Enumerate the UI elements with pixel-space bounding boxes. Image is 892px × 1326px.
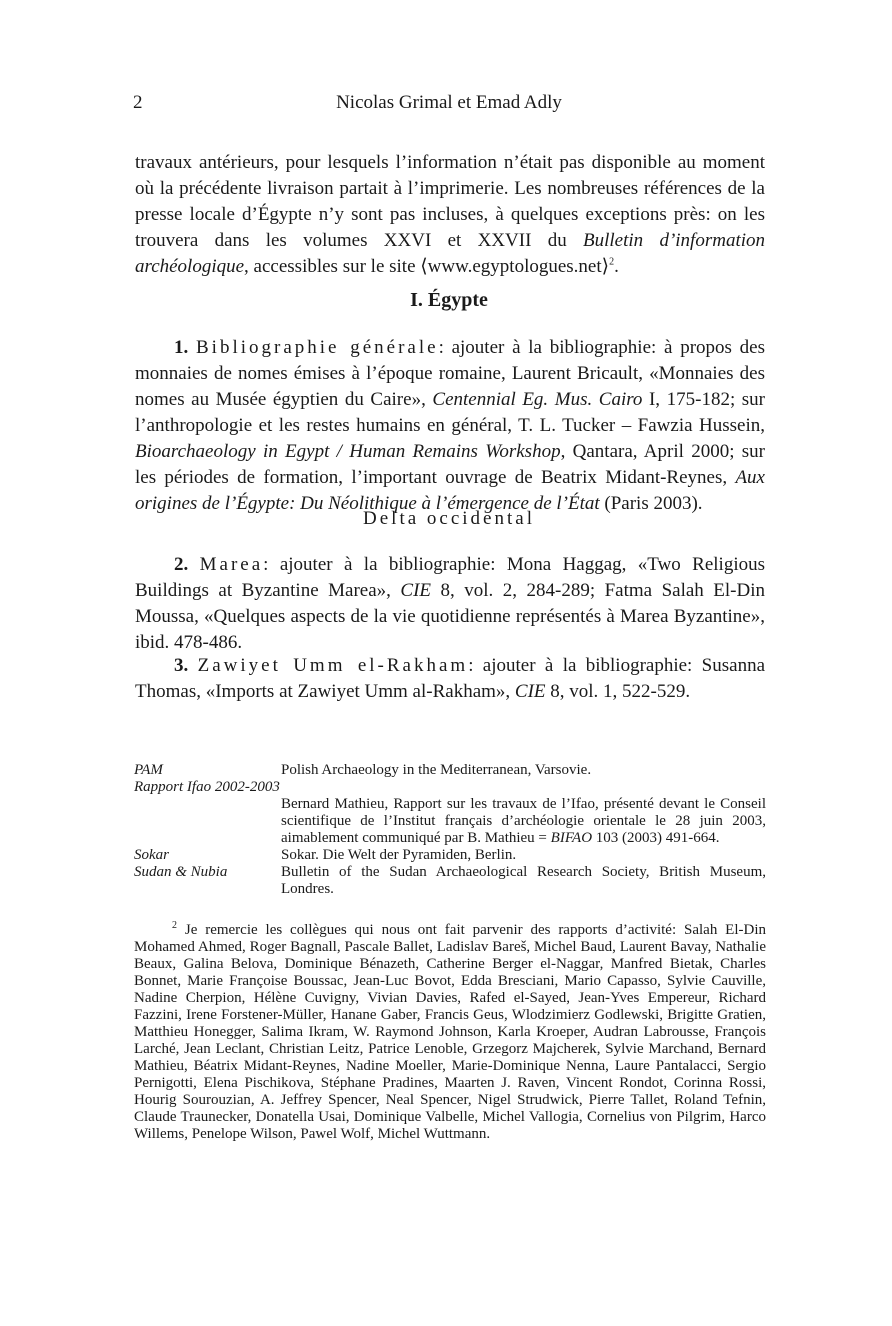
footnote-reference: 2 — [609, 256, 615, 268]
citation-italic: CIE — [400, 580, 431, 601]
intro-text-end: . — [614, 256, 619, 277]
abbreviation-term: PAM — [134, 762, 163, 778]
citation-italic: Bioarchaeology in Egypt / Human Remains Workshop — [135, 441, 561, 462]
abbreviation-definition: Bulletin of the Sudan Archaeological Research Society, British Museum, Londres. — [281, 864, 766, 897]
abbreviation-term: Rapport Ifao 2002-2003 — [134, 779, 280, 795]
abbreviation-term: Sudan & Nubia — [134, 864, 228, 880]
abbreviation-journal: BIFAO — [550, 830, 593, 846]
abbreviation-definition: Sokar. Die Welt der Pyramiden, Berlin. — [281, 847, 517, 863]
intro-paragraph — [135, 150, 765, 280]
paragraph-text: (Paris 2003). — [599, 493, 703, 514]
footnote-marker: 2 — [172, 920, 177, 931]
paragraph-text: , Qantara, April 2000; sur les périodes de formation, l’important ouvrage de Beatrix Midant-Reynes, — [135, 441, 765, 488]
abbreviation-definition — [281, 796, 766, 847]
paragraph-1 — [135, 335, 765, 517]
paragraph-2 — [135, 552, 765, 656]
abbreviation-definition: Polish Archaeology in the Mediterranean, Varsovie. — [281, 762, 592, 778]
abbreviation-term: Sokar — [134, 847, 169, 863]
paragraph-text: : ajouter à la bibliographie: Susanna Thomas, «Imports at Zawiyet Umm al-Rakham», — [135, 655, 766, 702]
abbreviation-definition-text: Bernard Mathieu, Rapport sur les travaux de l’Ifao, présenté devant le Conseil scientifique de l’Institut français d’archéologie orientale le 28 juin 2003, aimablement communiqué par B. Mathieu = — [281, 796, 766, 846]
abbreviation-entry — [134, 847, 766, 864]
page-number: 2 — [133, 92, 143, 113]
abbreviations-list — [134, 762, 766, 898]
citation-italic: CIE — [514, 681, 546, 702]
abbreviation-definition-text: 103 (2003) 491-664. — [592, 830, 720, 846]
paragraph-text: : ajouter à la bibliographie: Mona Haggag, «Two Religious Buildings at Byzantine Marea», — [135, 554, 766, 601]
paragraph-text: 8, vol. 1, 522-529. — [545, 681, 691, 702]
paragraph-title: Zawiyet Umm el-Rakham — [197, 655, 469, 676]
citation-italic: Aux origines de l’Égypte: Du Néolithique à l’émergence de l’État — [135, 467, 765, 514]
paragraph-number: 3. — [174, 655, 189, 676]
running-header-authors: Nicolas Grimal et Emad Adly — [336, 92, 562, 113]
running-header — [133, 92, 765, 120]
paragraph-title: Bibliographie générale — [196, 337, 439, 358]
paragraph-text: 8, vol. 2, 284-289; Fatma Salah El-Din Moussa, «Quelques aspects de la vie quotidienne représentés à Marea Byzantine», ibid. 478-486. — [135, 580, 765, 653]
paragraph-number: 2. — [174, 554, 189, 575]
intro-journal-title: Bulletin d’information archéologique — [135, 230, 766, 277]
paragraph-title: Marea — [199, 554, 264, 575]
intro-text-url: , accessibles sur le site ⟨www.egyptologues.net⟩ — [244, 256, 610, 277]
intro-text: travaux antérieurs, pour lesquels l’information n’était pas disponible au moment où la précédente livraison partait à l’imprimerie. Les nombreuses références de la presse locale d’Égypte n’y sont pas incluses, à quelques exceptions près: on les trouvera dans les volumes XXVI et XXVII du — [135, 152, 765, 251]
paragraph-text: I, 175-182; sur l’anthropologie et les restes humains en général, T. L. Tucker – Fawzia Hussein, — [135, 389, 766, 436]
footnote-text: Je remercie les collègues qui nous ont fait parvenir des rapports d’activité: Salah El-Din Mohamed Ahmed, Roger Bagnall, Pascale Ballet, Ladislav Bareš, Michel Baud, Laurent Bavay, Nathalie Beaux, Galina Belova, Dominique Bénazeth, Catherine Berger el-Naggar, Manfred Bietak, Charles Bonnet, Marie Françoise Boussac, Jean-Luc Bovot, Edda Bresciani, Mario Capasso, Sylvie Cauville, Nadine Cherpion, Hélène Cuvigny, Vivian Davies, Rafed el-Sayed, Jean-Yves Empereur, Richard Fazzini, Irene Forstener-Müller, Hanane Gaber, Francis Geus, Wlodzimierz Godlewski, Brigitte Gratien, Matthieu Honegger, Salima Ikram, W. Raymond Johnson, Karla Kroeper, Audran Labrousse, François Larché, Jean Leclant, Christian Leitz, Patrice Lenoble, Grzegorz Majcherek, Sylvie Marchand, Bernard Mathieu, Béatrix Midant-Reynes, Nadine Moeller, Marie-Dominique Nenna, Laure Pantalacci, Sergio Pernigotti, Elena Pischikova, Stéphane Pradines, Maarten J. Raven, Vincent Rondot, Corinna Rossi, Hourig Sourouzian, A. Jeffrey Spencer, Neal Spencer, Nigel Strudwick, Pierre Tallet, Roland Tefnin, Claude Traunecker, Donatella Usai, Dominique Valbelle, Michel Vallogia, Cornelius von Pilgrim, Harco Willems, Penelope Wilson, Pawel Wolf, Michel Wuttmann. — [134, 922, 766, 1142]
paragraph-number: 1. — [174, 337, 189, 358]
citation-italic: Centennial Eg. Mus. Cairo — [432, 389, 643, 410]
paragraph-text: : ajouter à la bibliographie: à propos des monnaies de nomes émises à l’époque romaine, Laurent Bricault, «Monnaies des nomes au Musée égyptien du Caire», — [135, 337, 765, 410]
subsection-heading: Delta occidental — [363, 508, 535, 529]
paragraph-3 — [135, 653, 765, 705]
abbreviation-entry — [134, 779, 766, 847]
section-heading: I. Égypte — [410, 289, 488, 311]
abbreviation-entry — [134, 762, 766, 779]
footnote — [134, 922, 766, 1143]
abbreviation-entry — [134, 864, 766, 898]
